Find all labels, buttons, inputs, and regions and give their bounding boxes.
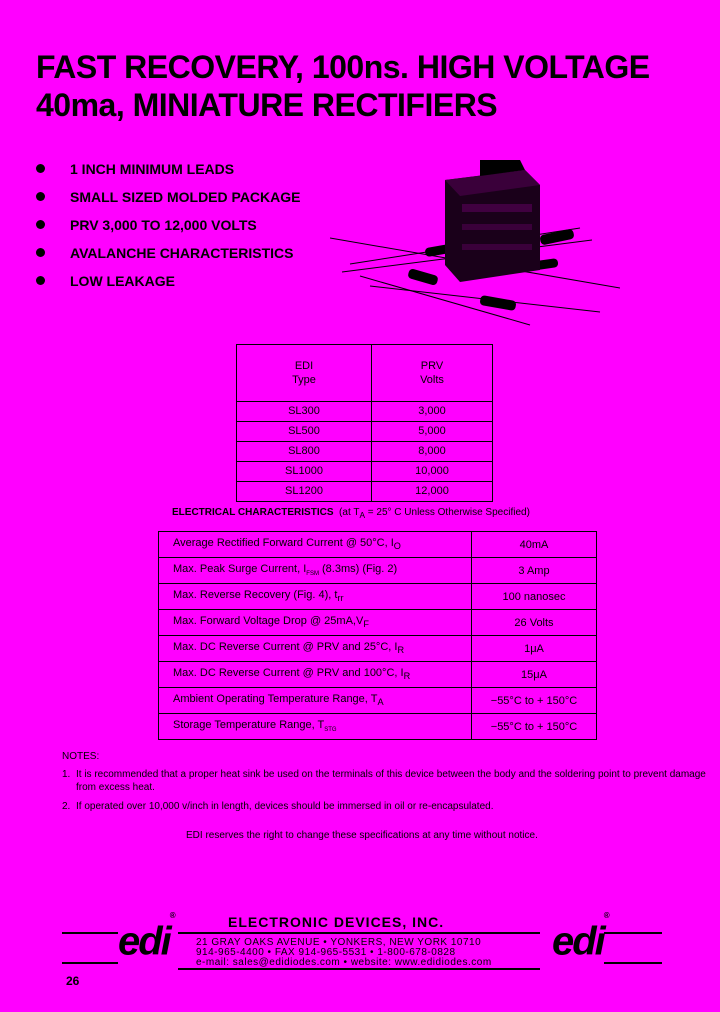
electrical-table [158,531,597,740]
value-cell: 15μA [472,662,597,688]
value-cell: 1μA [472,636,597,662]
table-row [159,714,597,740]
param-cell: Ambient Operating Temperature Range, $T_A$ [159,688,472,714]
page-number: 26 [66,974,80,988]
feature-item: AVALANCHE CHARACTERISTICS [36,242,301,270]
page-title [36,48,650,124]
bullet-icon [36,248,45,257]
feature-item: PRV 3,000 TO 12,000 VOLTS [36,214,301,242]
notes-heading: NOTES: [62,751,100,762]
note-item: 2. If operated over 10,000 v/inch in length, devices should be immersed in oil or re-encapsulated. [62,801,494,812]
feature-item: SMALL SIZED MOLDED PACKAGE [36,186,301,214]
param-cell: Max. Reverse Recovery (Fig. 4), $t_{rr}$ [159,584,472,610]
value-cell: 100 nanosec [472,584,597,610]
bullet-icon [36,192,45,201]
table-row [237,462,493,482]
edi-logo-left: edi® [118,911,174,964]
bullet-icon [36,220,45,229]
param-cell: Max. Peak Surge Current, $I_{FSM}$ (8.3ms) (Fig. 2) [159,558,472,584]
feature-item: LOW LEAKAGE [36,270,301,298]
divider [62,932,118,934]
table-row [159,610,597,636]
note-item: 1. It is recommended that a proper heat sink be used on the terminals of this device between the body and the soldering point to prevent damage from excess heat. [62,769,706,793]
bullet-icon [36,276,45,285]
prv-cell: 10,000 [372,462,493,482]
title-line-1: FAST RECOVERY, 100ns. HIGH VOLTAGE [36,49,650,85]
param-cell: Average Rectified Forward Current @ 50°C, $I_O$ [159,532,472,558]
value-cell: −55°C to + 150°C [472,714,597,740]
divider [178,932,540,934]
prv-cell: 3,000 [372,402,493,422]
param-cell: Max. DC Reverse Current @ PRV and 25°C, $I_R$ [159,636,472,662]
type-table [236,344,493,502]
divider [604,962,662,964]
prv-cell: 8,000 [372,442,493,462]
value-cell: 40mA [472,532,597,558]
value-cell: −55°C to + 150°C [472,688,597,714]
table-header-row [237,345,493,402]
company-address: 21 GRAY OAKS AVENUE • YONKERS, NEW YORK 10710 914-965-4400 • FAX 914-965-5531 • 1-800-678-0828 e-mail: sales@edidiodes.com • website: www.edidiodes.com [196,937,492,968]
feature-list [36,158,301,298]
type-cell: SL800 [237,442,372,462]
table-row [159,636,597,662]
table-row [159,558,597,584]
electrical-heading: ELECTRICAL CHARACTERISTICS (at $T_A = 25^\circ$ C Unless Otherwise Specified) [172,507,530,520]
divider [604,932,662,934]
param-cell: Max. Forward Voltage Drop @ $25mA,V_F$ [159,610,472,636]
table-row [237,482,493,502]
table-row [159,688,597,714]
table-row [159,662,597,688]
divider [178,968,540,970]
type-cell: SL1200 [237,482,372,502]
reserve-notice: EDI reserves the right to change these specifications at any time without notice. [186,830,538,841]
value-cell: 3 Amp [472,558,597,584]
table-row [159,584,597,610]
header-type: EDI Type [237,345,372,402]
type-cell: SL500 [237,422,372,442]
title-line-2: 40ma, MINIATURE RECTIFIERS [36,87,498,123]
header-prv: PRV Volts [372,345,493,402]
prv-cell: 12,000 [372,482,493,502]
feature-item: 1 INCH MINIMUM LEADS [36,158,301,186]
table-row [237,422,493,442]
prv-cell: 5,000 [372,422,493,442]
table-row [237,442,493,462]
param-cell: Storage Temperature Range, $T_{STG}$ [159,714,472,740]
table-row [237,402,493,422]
param-cell: Max. DC Reverse Current @ PRV and 100°C, $I_R$ [159,662,472,688]
company-name: ELECTRONIC DEVICES, INC. [228,914,445,930]
edi-logo-right: edi® [552,911,608,964]
type-cell: SL1000 [237,462,372,482]
divider [62,962,118,964]
bullet-icon [36,164,45,173]
value-cell: 26 Volts [472,610,597,636]
rectifier-photo [330,160,620,330]
type-cell: SL300 [237,402,372,422]
table-row [159,532,597,558]
